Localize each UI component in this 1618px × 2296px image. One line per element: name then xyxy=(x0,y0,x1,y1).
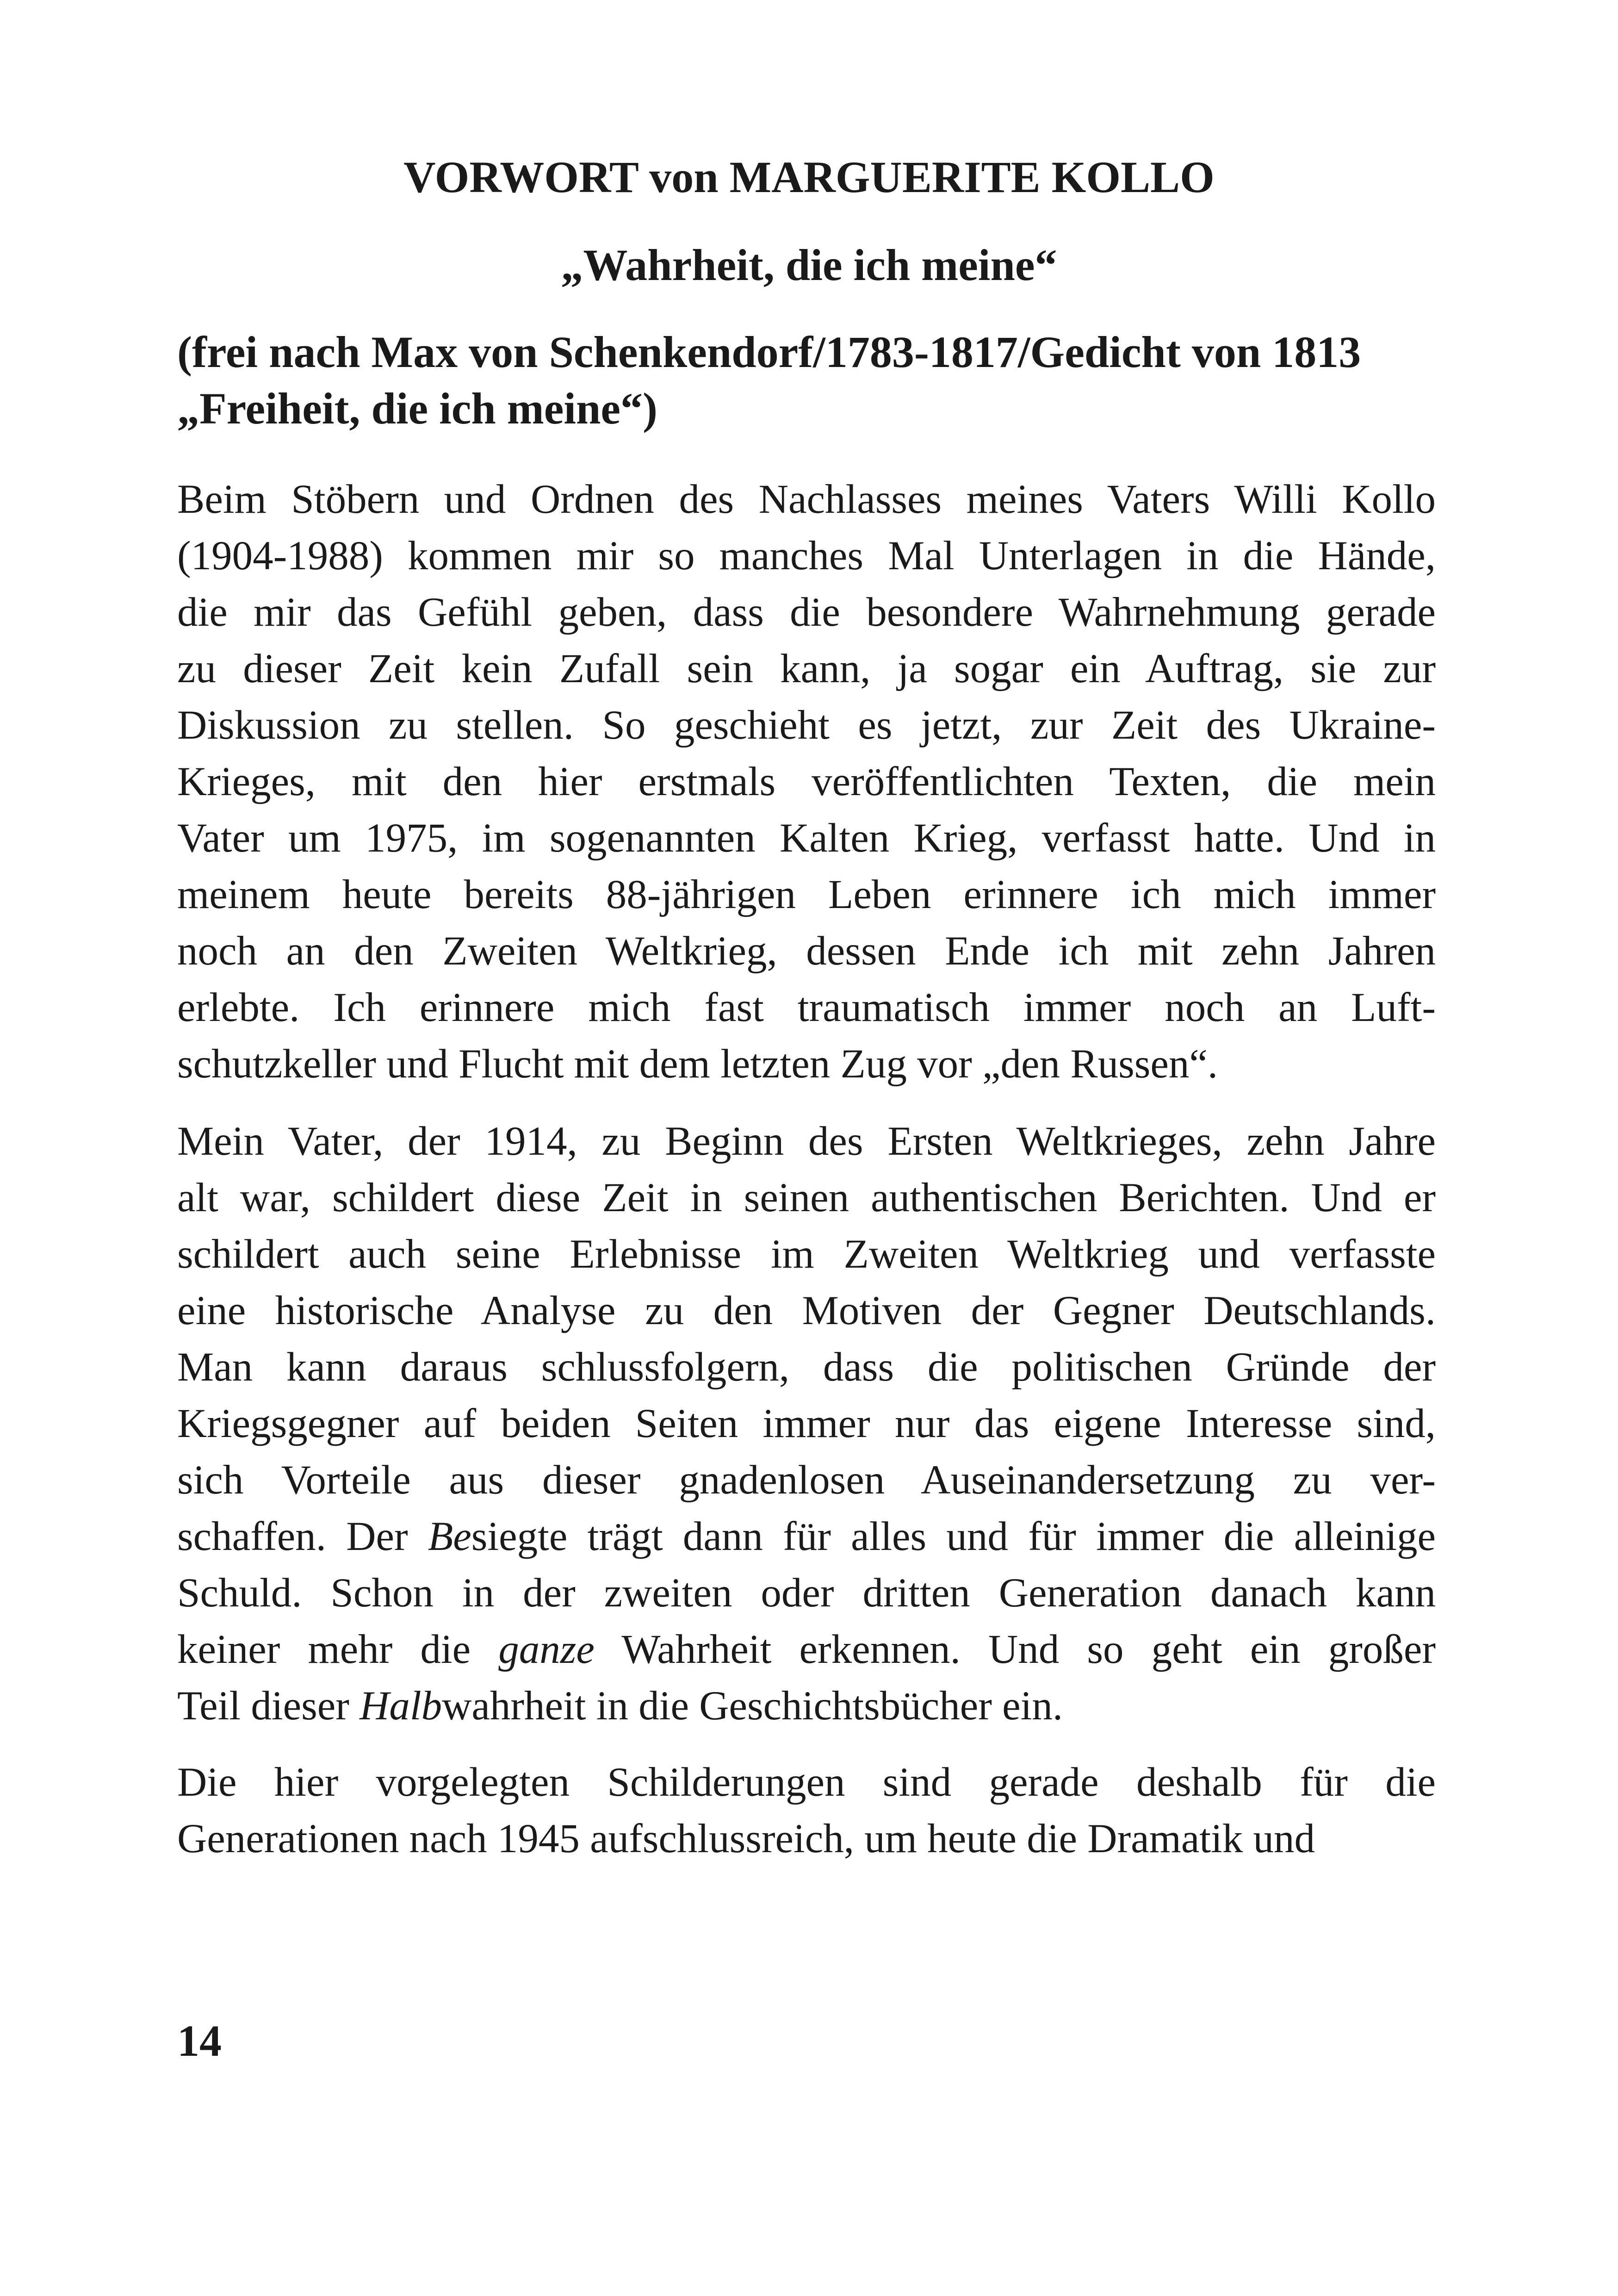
text-line: eine historische Analyse zu den Motiven der Gegner Deutschlands. xyxy=(177,1288,1436,1333)
text-line: Beim Stöbern und Ordnen des Nachlasses meines Vaters Willi Kollo xyxy=(177,477,1436,522)
text-line: Generationen nach 1945 aufschlussreich, um heute die Dramatik und xyxy=(177,1816,1315,1861)
body-paragraph xyxy=(177,471,1436,1092)
text-segment: wahrheit in die Geschichtsbücher ein. xyxy=(442,1683,1063,1729)
text-line: Die hier vorgelegten Schilderungen sind gerade deshalb für die xyxy=(177,1760,1436,1805)
text-line: noch an den Zweiten Weltkrieg, dessen Ende ich mit zehn Jahren xyxy=(177,928,1436,974)
text-line: sich Vorteile aus dieser gnadenlosen Auseinandersetzung zu ver- xyxy=(177,1457,1436,1503)
text-line xyxy=(177,1621,1436,1678)
text-line: alt war, schildert diese Zeit in seinen authentischen Berichten. Und er xyxy=(177,1175,1436,1220)
page-title: VORWORT von MARGUERITE KOLLO xyxy=(403,152,1215,202)
text-line: schutzkeller und Flucht mit dem letzten Zug vor „den Russen“. xyxy=(177,1041,1218,1087)
source-note-line: (frei nach Max von Schenkendorf/1783-1817/Gedicht von 1813 xyxy=(177,327,1361,377)
page-number: 14 xyxy=(177,2016,222,2066)
text-line: Krieges, mit den hier erstmals veröffentlichten Texten, die mein xyxy=(177,759,1436,804)
emphasis-text: Halb xyxy=(360,1683,442,1729)
text-line: Mein Vater, der 1914, zu Beginn des Ersten Weltkrieges, zehn Jahre xyxy=(177,1119,1436,1164)
text-line xyxy=(177,1678,1436,1734)
text-line: Schuld. Schon in der zweiten oder dritten Generation danach kann xyxy=(177,1570,1436,1616)
text-segment: siegte trägt dann für alles und für immer die alleinige xyxy=(471,1514,1436,1559)
emphasis-text: Be xyxy=(428,1514,471,1559)
text-segment: schaffen. Der xyxy=(177,1514,428,1559)
text-segment: Wahrheit erkennen. Und so geht ein großer xyxy=(594,1627,1436,1672)
text-segment: Teil dieser xyxy=(177,1683,360,1729)
text-line: meinem heute bereits 88-jährigen Leben erinnere ich mich immer xyxy=(177,872,1436,917)
source-note-line: „Freiheit, die ich meine“) xyxy=(177,384,657,433)
text-line: zu dieser Zeit kein Zufall sein kann, ja sogar ein Auftrag, sie zur xyxy=(177,646,1436,691)
emphasis-text: ganze xyxy=(498,1627,595,1672)
text-line: Kriegsgegner auf beiden Seiten immer nur das eigene Interesse sind, xyxy=(177,1401,1436,1446)
text-line: schildert auch seine Erlebnisse im Zweiten Weltkrieg und verfasste xyxy=(177,1232,1436,1277)
source-note xyxy=(177,324,1436,437)
text-line xyxy=(177,1508,1436,1565)
text-segment: keiner mehr die xyxy=(177,1627,499,1672)
text-line: (1904-1988) kommen mir so manches Mal Unterlagen in die Hände, xyxy=(177,533,1436,579)
text-line: Man kann daraus schlussfolgern, dass die politischen Gründe der xyxy=(177,1344,1436,1390)
text-line: die mir das Gefühl geben, dass die besondere Wahrnehmung gerade xyxy=(177,590,1436,635)
text-line: erlebte. Ich erinnere mich fast traumatisch immer noch an Luft- xyxy=(177,985,1436,1030)
page-subtitle: „Wahrheit, die ich meine“ xyxy=(561,240,1057,290)
text-line: Diskussion zu stellen. So geschieht es jetzt, zur Zeit des Ukraine- xyxy=(177,703,1436,748)
body-paragraph xyxy=(177,1754,1436,1867)
text-line: Vater um 1975, im sogenannten Kalten Krieg, verfasst hatte. Und in xyxy=(177,815,1436,861)
body-paragraph xyxy=(177,1113,1436,1734)
